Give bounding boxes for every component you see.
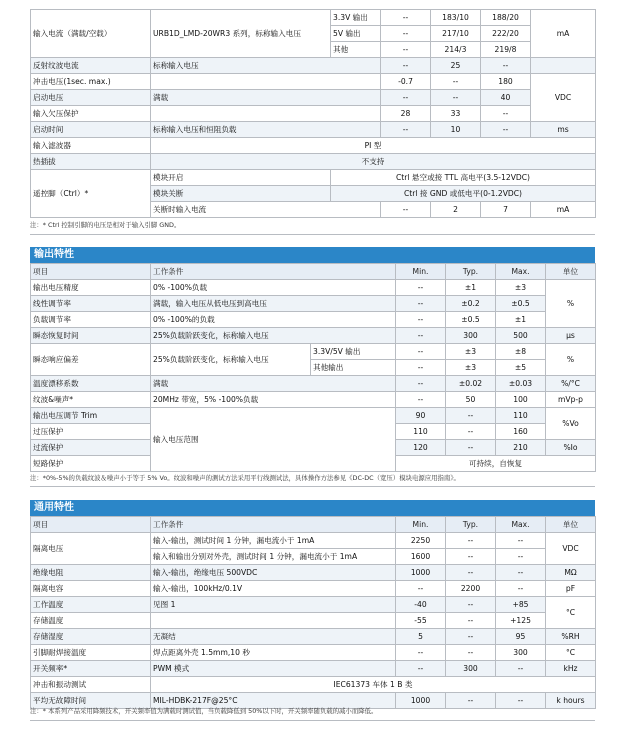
typ-value: -- [446,613,496,629]
unit: VDC [546,533,596,565]
condition [151,106,381,122]
max-value: -- [481,58,531,74]
typ-value: -- [446,533,496,549]
storage-humidity-row [31,629,596,645]
accuracy-row [31,280,596,296]
max-value: 500 [496,328,546,344]
max-value: 180 [481,74,531,90]
value: PI 型 [151,138,596,154]
min-value: -- [381,10,431,26]
min-value: 1000 [396,565,446,581]
min-value: -- [381,202,431,218]
switching-frequency-row [31,661,596,677]
condition: 模块开启 [151,170,331,186]
item-name: 温度漂移系数 [31,376,151,392]
item-name: 隔离电压 [31,533,151,565]
unit: °C [546,645,596,661]
max-value: 95 [496,629,546,645]
unit [531,58,596,74]
item-name: 开关频率* [31,661,151,677]
max-value: -- [496,581,546,597]
min-value: -- [381,90,431,106]
max-value: -- [481,122,531,138]
operating-temp-row [31,597,596,613]
condition: 无凝结 [151,629,396,645]
max-value: 40 [481,90,531,106]
unit: VDC [531,74,596,122]
item-name: 纹波&噪声* [31,392,151,408]
item-name: 输入滤波器 [31,138,151,154]
unit: mA [531,202,596,218]
typ-value: ±0.2 [446,296,496,312]
unit: %Io [546,440,596,456]
condition: 输入和输出分别对外壳，测试时间 1 分钟，漏电流小于 1mA [151,549,396,565]
input-note: 注：* Ctrl 控制引脚的电压是相对于输入引脚 GND。 [30,221,181,229]
min-value: 1000 [396,693,446,709]
unit: k hours [546,693,596,709]
typ-value: -- [446,440,496,456]
load-regulation-row [31,312,596,328]
typ-value: -- [446,597,496,613]
item-name: 输出电压精度 [31,280,151,296]
output-spec-table [30,263,596,472]
typ-value: -- [446,565,496,581]
min-value: -- [381,58,431,74]
typ-value: ±3 [446,360,496,376]
max-value: 300 [496,645,546,661]
max-value: ±0.03 [496,376,546,392]
value: Ctrl 悬空或接 TTL 高电平(3.5-12VDC) [331,170,596,186]
unit: mVp-p [546,392,596,408]
general-section-title: 通用特性 [30,500,595,516]
item-name: 热插拔 [31,154,151,170]
min-value: -- [396,376,446,392]
item-name: 隔离电容 [31,581,151,597]
line-regulation-row [31,296,596,312]
isolation-capacitance-row [31,581,596,597]
sub-label: 3.3V 输出 [331,10,381,26]
divider [30,234,595,235]
item-name: 过压保护 [31,424,151,440]
typ-value: ±1 [446,280,496,296]
value: 不支持 [151,154,596,170]
min-value: -- [381,42,431,58]
max-value: 222/20 [481,26,531,42]
min-value: 90 [396,408,446,424]
condition: 关断时输入电流 [151,202,381,218]
item-name: 工作温度 [31,597,151,613]
table-header [31,264,596,280]
temp-coefficient-row [31,376,596,392]
min-value: -- [396,344,446,360]
typ-value: -- [446,645,496,661]
item-name: 启动电压 [31,90,151,106]
start-voltage-row [31,90,596,106]
ripple-noise-row [31,392,596,408]
min-value: -- [396,328,446,344]
input-spec-table [30,9,596,218]
typ-value: -- [446,629,496,645]
sub-label: 5V 输出 [331,26,381,42]
start-time-row [31,122,596,138]
min-value: -- [396,296,446,312]
unit: μs [546,328,596,344]
min-value: -- [396,360,446,376]
table-header [31,517,596,533]
max-value: 219/8 [481,42,531,58]
min-value: -- [396,645,446,661]
min-value: -55 [396,613,446,629]
condition: 满载 [151,376,396,392]
condition: 模块关断 [151,186,331,202]
typ-value: 300 [446,328,496,344]
shock-vibration-row [31,677,596,693]
unit: pF [546,581,596,597]
reflected-ripple-row [31,58,596,74]
typ-value: 300 [446,661,496,677]
condition: 20MHz 带宽，5% -100%负载 [151,392,396,408]
typ-value: 10 [431,122,481,138]
general-spec-table [30,516,596,709]
header-unit: 单位 [546,264,596,280]
max-value: ±5 [496,360,546,376]
input-filter-row [31,138,596,154]
under-voltage-row [31,106,596,122]
item-name: 输入欠压保护 [31,106,151,122]
item-name: 遥控脚（Ctrl）* [31,170,151,218]
item-name: 引脚耐焊接温度 [31,645,151,661]
condition [151,613,396,629]
min-value: -- [381,26,431,42]
isolation-row [31,533,596,549]
unit: ms [531,122,596,138]
header-typ: Typ. [446,264,496,280]
typ-value: -- [446,408,496,424]
typ-value: 33 [431,106,481,122]
surge-voltage-row [31,74,596,90]
condition: 0% -100%的负载 [151,312,396,328]
max-value: 110 [496,408,546,424]
unit: % [546,344,596,376]
condition: 25%负载阶跃变化，标称输入电压 [151,344,311,376]
storage-temp-row [31,613,596,629]
max-value: 160 [496,424,546,440]
typ-value: 214/3 [431,42,481,58]
condition: 25%负载阶跃变化，标称输入电压 [151,328,396,344]
typ-value: -- [446,549,496,565]
max-value: -- [496,565,546,581]
max-value: ±1 [496,312,546,328]
max-value: -- [496,693,546,709]
typ-value: 25 [431,58,481,74]
header-typ: Typ. [446,517,496,533]
header-max: Max. [496,517,546,533]
typ-value: -- [446,424,496,440]
item-name: 反射纹波电流 [31,58,151,74]
condition: MIL-HDBK-217F@25°C [151,693,396,709]
max-value: 210 [496,440,546,456]
header-min: Min. [396,264,446,280]
unit: mA [531,10,596,58]
max-value: -- [496,661,546,677]
item-name: 绝缘电阻 [31,565,151,581]
typ-value: -- [446,693,496,709]
trim-row [31,408,596,424]
condition: 标称输入电压 [151,58,381,74]
condition [151,74,381,90]
max-value: 7 [481,202,531,218]
min-value: 1600 [396,549,446,565]
item-name: 瞬态响应偏差 [31,344,151,376]
unit: % [546,280,596,328]
unit: MΩ [546,565,596,581]
condition: PWM 模式 [151,661,396,677]
value: IEC61373 车体 1 B 类 [151,677,596,693]
header-item: 项目 [31,264,151,280]
typ-value: -- [431,74,481,90]
typ-value: ±0.5 [446,312,496,328]
max-value: ±3 [496,280,546,296]
max-value: ±0.5 [496,296,546,312]
typ-value: 2 [431,202,481,218]
general-note: 注：* 本系列产品采用降频技术，开关频率值为满载时测试值，当负载降低到 50%以下时，开关频率随负载的减小而降低。 [30,707,378,715]
output-note: 注：*0%-5%的负载纹波＆噪声小于等于 5% Vo。纹波和噪声的测试方法采用平行线测试法，具体操作方法参见《DC-DC（宽压）模块电源应用指南》。 [30,474,460,482]
min-value: -- [396,312,446,328]
item-name: 线性调节率 [31,296,151,312]
typ-value: -- [431,90,481,106]
max-value: ±8 [496,344,546,360]
min-value: -- [396,581,446,597]
item-name: 负载调节率 [31,312,151,328]
min-value: 120 [396,440,446,456]
header-min: Min. [396,517,446,533]
condition: 标称输入电压和恒阻负载 [151,122,381,138]
max-value: -- [496,549,546,565]
min-value: 110 [396,424,446,440]
max-value: 188/20 [481,10,531,26]
min-value: -- [381,122,431,138]
typ-value: 2200 [446,581,496,597]
unit: %RH [546,629,596,645]
item-name: 输出电压调节 Trim [31,408,151,424]
item-name: 短路保护 [31,456,151,472]
solder-temp-row [31,645,596,661]
header-unit: 单位 [546,517,596,533]
condition: 输入电压范围 [151,408,396,472]
typ-value: 50 [446,392,496,408]
condition: 0% -100%负载 [151,280,396,296]
item-name: 存储温度 [31,613,151,629]
typ-value: ±0.02 [446,376,496,392]
max-value: 100 [496,392,546,408]
item-name: 冲击电压(1sec. max.) [31,74,151,90]
condition: 输入-输出，绝缘电压 500VDC [151,565,396,581]
condition: 输入-输出，100kHz/0.1V [151,581,396,597]
header-max: Max. [496,264,546,280]
unit: kHz [546,661,596,677]
item-name: 启动时间 [31,122,151,138]
item-name: 瞬态恢复时间 [31,328,151,344]
header-condition: 工作条件 [151,517,396,533]
sub-label: 3.3V/5V 输出 [311,344,396,360]
typ-value: ±3 [446,344,496,360]
header-condition: 工作条件 [151,264,396,280]
min-value: 2250 [396,533,446,549]
min-value: -- [396,280,446,296]
deviation-row [31,344,596,360]
min-value: -40 [396,597,446,613]
condition: 满载，输入电压从低电压到高电压 [151,296,396,312]
max-value: -- [481,106,531,122]
sub-label: 其他输出 [311,360,396,376]
item-name: 输入电流（满载/空载） [31,10,151,58]
divider [30,486,595,487]
min-value: -- [396,661,446,677]
max-value: -- [496,533,546,549]
item-name: 平均无故障时间 [31,693,151,709]
min-value: -- [396,392,446,408]
hot-plug-row [31,154,596,170]
condition: 焊点距离外壳 1.5mm,10 秒 [151,645,396,661]
max-value: +85 [496,597,546,613]
insulation-resistance-row [31,565,596,581]
value: Ctrl 接 GND 或低电平(0-1.2VDC) [331,186,596,202]
condition: 见图 1 [151,597,396,613]
output-section-title: 输出特性 [30,247,595,263]
remote-control-row [31,170,596,186]
item-name: 过流保护 [31,440,151,456]
min-value: 5 [396,629,446,645]
unit: %Vo [546,408,596,440]
condition: 满载 [151,90,381,106]
header-item: 项目 [31,517,151,533]
condition: URB1D_LMD-20WR3 系列，标称输入电压 [151,10,331,58]
unit: %/°C [546,376,596,392]
condition: 输入-输出，测试时间 1 分钟，漏电流小于 1mA [151,533,396,549]
input-current-row [31,10,596,26]
item-name: 冲击和振动测试 [31,677,151,693]
value: 可持续，自恢复 [396,456,596,472]
unit: °C [546,597,596,629]
typ-value: 217/10 [431,26,481,42]
divider [30,720,595,721]
min-value: -0.7 [381,74,431,90]
max-value: +125 [496,613,546,629]
min-value: 28 [381,106,431,122]
sub-label: 其他 [331,42,381,58]
recovery-time-row [31,328,596,344]
item-name: 存储湿度 [31,629,151,645]
typ-value: 183/10 [431,10,481,26]
